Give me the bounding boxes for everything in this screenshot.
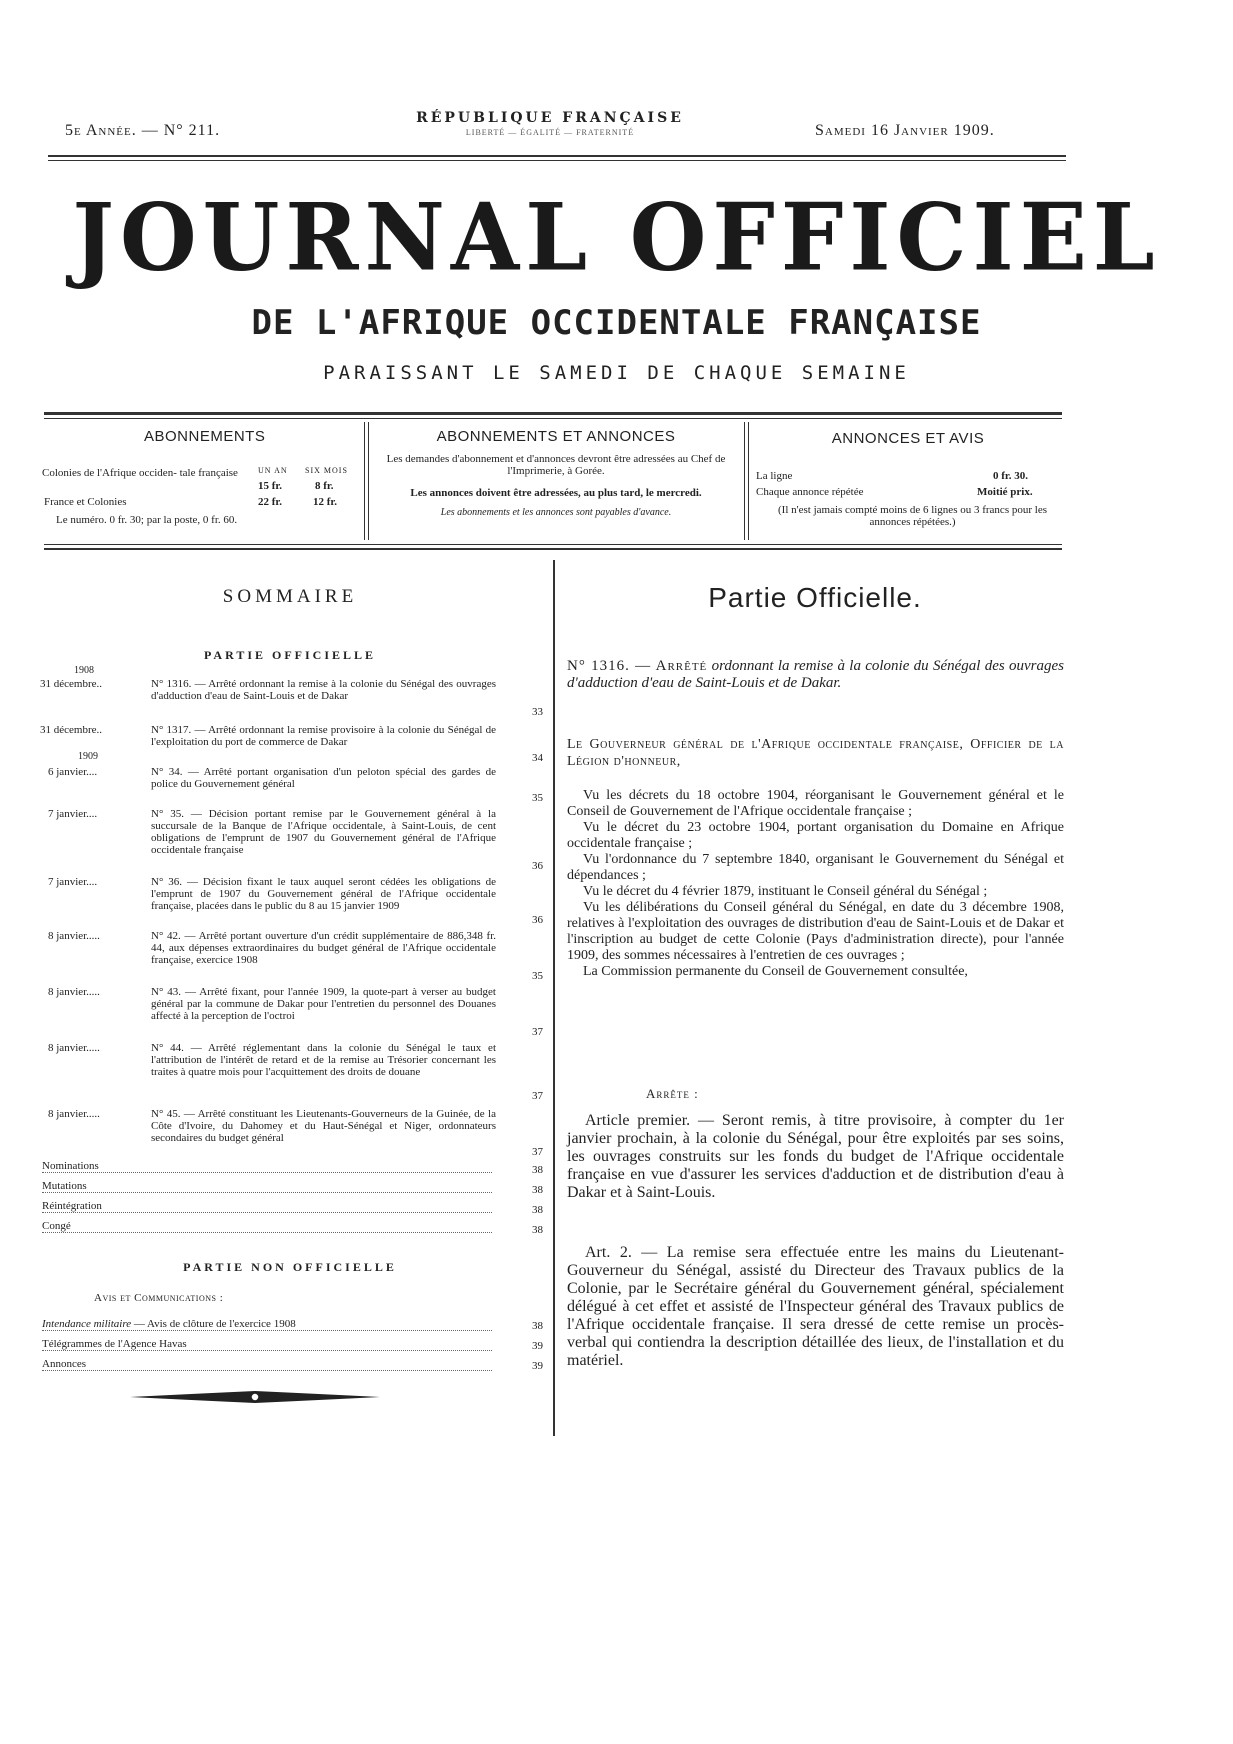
row-france-label: France et Colonies [44,496,127,508]
republic-heading [380,110,720,137]
entry-text: N° 36. — Décision fixant le taux auquel seront cédées les obligations de l'emprunt de 1907 du Gouvernement général de l'Afrique occidentale française, placées dans le public du 8 au 15 janvier 1909 [151,876,496,912]
boxes-top-rule-thin [44,418,1062,419]
top-rule-thin [48,160,1066,161]
vu-paragraph: Vu l'ordonnance du 7 septembre 1840, organisant le Gouvernement du Sénégal et dépendances ; [567,852,1064,883]
entry-date: 31 décembre.. [40,678,102,690]
col-six-mois: SIX MOIS [305,466,348,475]
vu-paragraph: Vu les décrets du 18 octobre 1904, réorganisant le Gouvernement général et le Conseil de Gouvernement de l'Afrique occidentale française ; [567,788,1064,819]
article-deux: Art. 2. — La remise sera effectuée entre les mains du Lieutenant-Gouverneur du Sénégal, assisté du Directeur des Travaux publics de la Colonie, par le Secrétaire général du Gouvernement général, spécialement délégué à cet effet et assisté de l'Inspecteur général des Travaux publics de l'Afrique occidentale française. Il sera dressé de cette remise un procès-verbal qui contiendra la description détaillée des lieux, de l'installation et du matériel. [567,1244,1064,1369]
misc-page: 38 [532,1184,543,1196]
sommaire-title: SOMMAIRE [222,586,358,607]
numero-price: Le numéro. 0 fr. 30; par la poste, 0 fr. 60. [56,514,238,526]
misc-page: 38 [532,1224,543,1236]
misc-reintegration: Réintégration [42,1200,492,1213]
nonoff-page: 39 [532,1340,543,1352]
section-title: Partie Officielle. [708,582,922,613]
vu-block [567,788,1064,980]
entry-text: N° 1317. — Arrêté ordonnant la remise provisoire à la colonie du Sénégal de l'exploitation du port de commerce de Dakar [151,724,496,748]
annonces-note: (Il n'est jamais compté moins de 6 lignes ou 3 francs pour les annonces répétées.) [778,504,1047,528]
entry-page: 37 [532,1026,543,1038]
entry-page: 36 [532,914,543,926]
box-divider-2 [744,422,745,540]
column-divider [553,560,555,1436]
entry-page: 36 [532,860,543,872]
row-colonies-an: 15 fr. [258,480,283,492]
misc-page: 38 [532,1204,543,1216]
ligne-label: La ligne [756,470,793,482]
entry-text: N° 44. — Arrêté réglementant dans la colonie du Sénégal le taux et l'attribution de l'intérêt de retard et de la remise au Trésorier concernant les traites à quatre mois pour l'acquittement des droits de douane [151,1042,496,1078]
entry-date: 7 janvier.... [48,808,98,820]
boxes-bottom-rule-thin [44,544,1062,545]
entry-page: 35 [532,792,543,804]
republic-label: RÉPUBLIQUE FRANÇAISE [416,110,684,126]
entry-page: 35 [532,970,543,982]
misc-nominations: Nominations [42,1160,492,1173]
row-france-an: 22 fr. [258,496,283,508]
sommaire-partie-officielle: PARTIE OFFICIELLE [203,648,377,662]
top-rule [48,155,1066,157]
repete-label: Chaque annonce répétée [756,486,864,498]
journal-title: JOURNAL OFFICIEL [72,182,1161,292]
entry-page: 33 [532,706,543,718]
entry-page: 37 [532,1146,543,1158]
avis-communications: Avis et Communications : [94,1292,224,1304]
entry-date: 7 janvier.... [48,876,98,888]
entry-date: 8 janvier..... [48,930,100,942]
year-1909: 1909 [78,751,98,762]
vu-paragraph: Vu les délibérations du Conseil général du Sénégal, en date du 3 décembre 1908, relatives à l'exploitation des ouvrages de distribution d'eau de Saint-Louis et de Dakar et l'inscription au budget de cette Colonie (Pays d'administration directe), pour l'année 1909, des sommes nécessaires à l'entretien de ces ouvrages ; [567,900,1064,963]
misc-mutations: Mutations [42,1180,492,1193]
boxes-top-rule [44,412,1062,415]
entry-date: 6 janvier.... [48,766,98,778]
issue-date: Samedi 16 Janvier 1909. [815,122,995,139]
vu-paragraph: Vu le décret du 4 février 1879, instituant le Conseil général du Sénégal ; [583,884,988,899]
year-1908: 1908 [74,665,94,676]
publication-frequency: PARAISSANT LE SAMEDI DE CHAQUE SEMAINE [323,362,910,384]
entry-date: 8 janvier..... [48,1042,100,1054]
sommaire-partie-non-officielle: PARTIE NON OFFICIELLE [183,1260,397,1274]
governor-line: Le Gouverneur général de l'Afrique occidentale française, Officier de la Légion d'honneur, [567,737,1064,769]
box-abonnements-heading: ABONNEMENTS [144,428,266,445]
nonoff-label: — Avis de clôture de l'exercice 1908 [131,1318,296,1330]
entry-text: N° 45. — Arrêté constituant les Lieutenants-Gouverneurs de la Guinée, de la Côte d'Ivoire, du Dahomey et du Haut-Sénégal et Niger, ordonnateurs secondaires du budget général [151,1108,496,1144]
nonoff-annonces: Annonces [42,1358,492,1371]
entry-page: 34 [532,752,543,764]
issue-number: 5e Année. — N° 211. [65,122,221,139]
boxes-bottom-rule [44,548,1062,550]
ornament-divider [130,1390,380,1404]
motto: LIBERTÉ — ÉGALITÉ — FRATERNITÉ [465,128,635,137]
arrete-label: Arrête : [646,1086,699,1101]
box-divider-1 [364,422,365,540]
box-divider-2b [748,422,749,540]
repete-price: Moitié prix. [977,486,1033,498]
entry-text: N° 35. — Décision portant remise par le Gouvernement général à la succursale de la Banque de l'Afrique occidentale, à Saint-Louis, de cent obligations de l'emprunt de 1907 du Gouvernement général de l'Afrique occidentale française [151,808,496,856]
entry-text: N° 1316. — Arrêté ordonnant la remise à la colonie du Sénégal des ouvrages d'adduction d'eau de Saint-Louis et de Dakar [151,678,496,702]
vu-paragraph: Vu le décret du 23 octobre 1904, portant organisation du Domaine en Afrique occidentale française ; [567,820,1064,851]
entry-text: N° 43. — Arrêté fixant, pour l'année 1909, la quote-part à verser au budget général par la commune de Dakar pour l'entretien du personnel des Douanes affecté à la perception de l'octroi [151,986,496,1022]
box-divider-1b [368,422,369,540]
article-title: ordonnant la remise à la colonie du Sénégal des ouvrages d'adduction d'eau de Saint-Louis et de Dakar. [567,658,1064,691]
misc-page: 38 [532,1164,543,1176]
box-avis-heading: ANNONCES ET AVIS [831,430,985,447]
entry-text: N° 42. — Arrêté portant ouverture d'un crédit supplémentaire de 886,348 fr. 44, aux dépenses extraordinaires du budget général de l'Afrique occidentale française, exercice 1908 [151,930,496,966]
entry-page: 37 [532,1090,543,1102]
entry-date: 8 janvier..... [48,1108,100,1120]
nonoff-havas: Télégrammes de l'Agence Havas [42,1338,492,1351]
col-un-an: UN AN [258,466,288,475]
box-abonnements-annonces [372,428,740,519]
vu-paragraph: La Commission permanente du Conseil de Gouvernement consultée, [583,964,968,979]
row-colonies-six: 8 fr. [315,480,334,492]
box-annonces-heading: ABONNEMENTS ET ANNONCES [436,428,676,445]
entry-text: N° 34. — Arrêté portant organisation d'un peloton spécial des gardes de police du Gouvernement général [151,766,496,790]
article-premier: Article premier. — Seront remis, à titre provisoire, à compter du 1er janvier prochain, à la colonie du Sénégal, pour être exploités par ses soins, les ouvrages construits sur les fonds du budget de l'Afrique occidentale française en vue d'assurer les services d'adduction et de distribution d'eau à Dakar et à Saint-Louis. [567,1112,1064,1201]
annonces-deadline: Les annonces doivent être adressées, au plus tard, le mercredi. [410,487,702,499]
entry-date: 8 janvier..... [48,986,100,998]
nonoff-label-ital: Intendance militaire [42,1318,132,1330]
misc-conge: Congé [42,1220,492,1233]
row-colonies-label: Colonies de l'Afrique occiden- tale française [42,467,238,479]
article-number: N° 1316. — Arrêté [567,658,708,674]
nonoff-intendance [42,1318,492,1331]
row-france-six: 12 fr. [313,496,338,508]
journal-subtitle: DE L'AFRIQUE OCCIDENTALE FRANÇAISE [251,303,982,343]
box-annonces-avis [752,430,1064,447]
ligne-price: 0 fr. 30. [993,470,1029,482]
entry-date: 31 décembre.. [40,724,102,736]
nonoff-page: 38 [532,1320,543,1332]
annonces-address: Les demandes d'abonnement et d'annonces devront être adressées au Chef de l'Imprimerie, à Gorée. [386,453,726,477]
nonoff-page: 39 [532,1360,543,1372]
box-abonnements [44,428,360,445]
article-heading [567,658,1064,692]
annonces-payment: Les abonnements et les annonces sont payables d'avance. [440,507,672,518]
